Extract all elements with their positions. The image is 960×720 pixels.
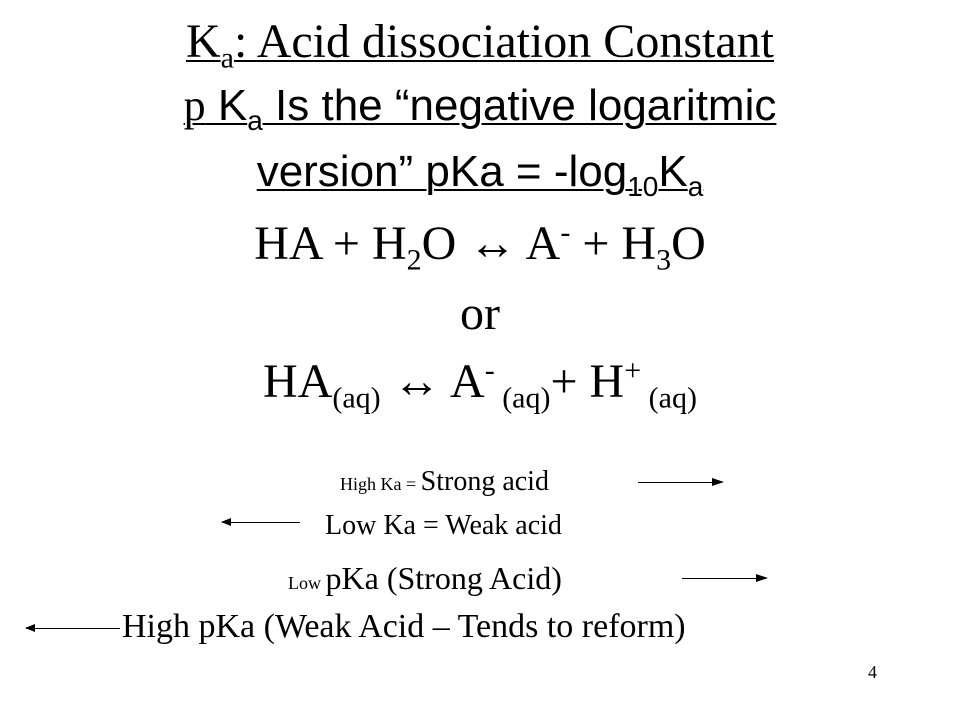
title-text: : Acid dissociation Constant: [234, 15, 774, 68]
arrow-right-icon: [682, 578, 766, 579]
ka-symbol: $K_a$: [186, 15, 234, 75]
aqueous-equation: $HA_{(aq)}$ ↔ A- $_{(aq)}$+ H+ $_{(aq)}$: [263, 354, 697, 415]
arrow-left-icon: [26, 628, 120, 629]
note-low-ka: Low Ka = Weak acid: [325, 510, 562, 541]
pka-description: Is the “negative logaritmic: [262, 81, 777, 130]
or-text: or: [460, 287, 500, 340]
title-line-2: [0, 81, 960, 136]
title-line-1: [0, 15, 960, 75]
pka-k: $K_a$: [205, 81, 263, 136]
pka-formula: version” pKa = $-\log_{10}K_a$: [256, 147, 704, 202]
arrow-right-icon: [638, 482, 722, 483]
note-low-pka: Low pKa (Strong Acid): [288, 560, 562, 596]
note-high-pka: High pKa (Weak Acid – Tends to reform): [122, 608, 686, 645]
pka-p: p: [183, 81, 206, 130]
page-number: 4: [868, 662, 877, 682]
note-high-ka: High Ka = Strong acid: [340, 466, 549, 497]
title-line-3: [0, 147, 960, 202]
dissociation-equation: HA + $H_2O$ ↔ $A^- + H_3O$: [254, 216, 706, 277]
arrow-left-icon: [222, 522, 300, 523]
